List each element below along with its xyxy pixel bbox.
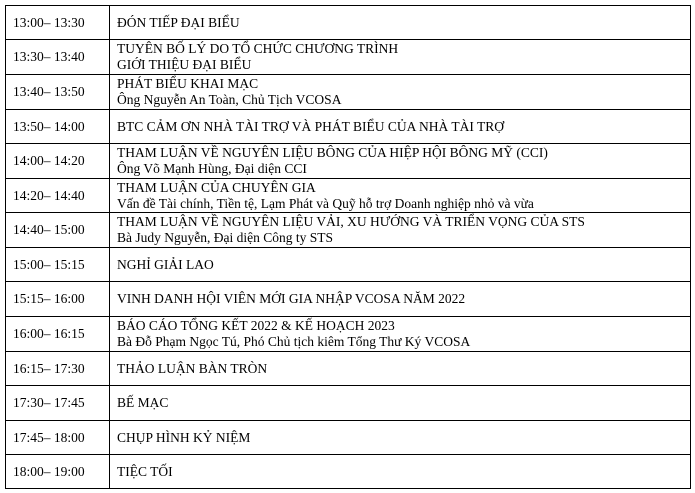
- agenda-row: [6, 144, 691, 179]
- agenda-activity: [110, 6, 691, 40]
- activity-detail: Ông Nguyễn An Toàn, Chủ Tịch VCOSA: [117, 92, 342, 107]
- activity-detail: Bà Đỗ Phạm Ngọc Tú, Phó Chủ tịch kiêm Tổng Thư Ký VCOSA: [117, 334, 471, 349]
- activity-title: THẢO LUẬN BÀN TRÒN: [117, 360, 268, 376]
- agenda-activity: [110, 110, 691, 144]
- agenda-activity: [110, 352, 691, 386]
- activity-title: BẾ MẠC: [117, 395, 169, 410]
- activity-title: THAM LUẬN CỦA CHUYÊN GIA: [117, 179, 316, 195]
- agenda-time: 15:00– 15:15: [6, 248, 110, 282]
- agenda-row: [6, 352, 691, 386]
- activity-title: THAM LUẬN VỀ NGUYÊN LIỆU BÔNG CỦA HIỆP HỘI BÔNG MỸ (CCI): [117, 145, 548, 160]
- agenda-activity: [110, 213, 691, 248]
- activity-detail: GIỚI THIỆU ĐẠI BIỂU: [117, 57, 252, 72]
- agenda-time: 13:50– 14:00: [6, 110, 110, 144]
- activity-detail: Bà Judy Nguyễn, Đại diện Công ty STS: [117, 230, 333, 245]
- activity-title: NGHỈ GIẢI LAO: [117, 256, 214, 272]
- activity-title: TUYÊN BỐ LÝ DO TỔ CHỨC CHƯƠNG TRÌNH: [117, 41, 399, 56]
- agenda-row: [6, 317, 691, 352]
- agenda-table: [5, 5, 691, 489]
- agenda-row: [6, 282, 691, 317]
- activity-title: VINH DANH HỘI VIÊN MỚI GIA NHẬP VCOSA NĂM 2022: [117, 291, 466, 306]
- agenda-body: [6, 6, 691, 489]
- agenda-time: 14:00– 14:20: [6, 144, 110, 179]
- agenda-activity: [110, 317, 691, 352]
- activity-title: BÁO CÁO TỔNG KẾT 2022 & KẾ HOẠCH 2023: [117, 318, 395, 333]
- agenda-time: 13:00– 13:30: [6, 6, 110, 40]
- agenda-row: [6, 386, 691, 421]
- agenda-activity: [110, 40, 691, 75]
- agenda-time: 18:00– 19:00: [6, 455, 110, 489]
- agenda-row: [6, 40, 691, 75]
- agenda-time: 13:30– 13:40: [6, 40, 110, 75]
- agenda-activity: [110, 248, 691, 282]
- agenda-activity: [110, 282, 691, 317]
- agenda-time: 13:40– 13:50: [6, 75, 110, 110]
- agenda-row: [6, 6, 691, 40]
- agenda-time: 16:15– 17:30: [6, 352, 110, 386]
- activity-title: TIỆC TỐI: [117, 463, 173, 479]
- activity-title: BTC CẢM ƠN NHÀ TÀI TRỢ VÀ PHÁT BIỂU CỦA NHÀ TÀI TRỢ: [117, 118, 505, 134]
- agenda-activity: [110, 421, 691, 455]
- agenda-row: [6, 248, 691, 282]
- activity-title: ĐÓN TIẾP ĐẠI BIỂU: [117, 14, 240, 30]
- activity-detail: Vấn đề Tài chính, Tiền tệ, Lạm Phát và Quỹ hỗ trợ Doanh nghiệp nhỏ và vừa: [117, 195, 534, 211]
- agenda-activity: [110, 144, 691, 179]
- agenda-activity: [110, 75, 691, 110]
- agenda-row: [6, 179, 691, 213]
- agenda-time: 16:00– 16:15: [6, 317, 110, 352]
- activity-title: CHỤP HÌNH KỶ NIỆM: [117, 429, 251, 445]
- activity-detail: Ông Võ Mạnh Hùng, Đại diện CCI: [117, 161, 307, 176]
- agenda-row: [6, 110, 691, 144]
- agenda-activity: [110, 386, 691, 421]
- agenda-activity: [110, 455, 691, 489]
- agenda-time: 17:45– 18:00: [6, 421, 110, 455]
- agenda-row: [6, 75, 691, 110]
- agenda-row: [6, 455, 691, 489]
- agenda-activity: [110, 179, 691, 213]
- agenda-row: [6, 213, 691, 248]
- activity-title: PHÁT BIỂU KHAI MẠC: [117, 76, 259, 91]
- agenda-time: 17:30– 17:45: [6, 386, 110, 421]
- agenda-time: 14:40– 15:00: [6, 213, 110, 248]
- agenda-time: 14:20– 14:40: [6, 179, 110, 213]
- agenda-time: 15:15– 16:00: [6, 282, 110, 317]
- activity-title: THAM LUẬN VỀ NGUYÊN LIỆU VẢI, XU HƯỚNG VÀ TRIỂN VỌNG CỦA STS: [117, 214, 585, 229]
- agenda-row: [6, 421, 691, 455]
